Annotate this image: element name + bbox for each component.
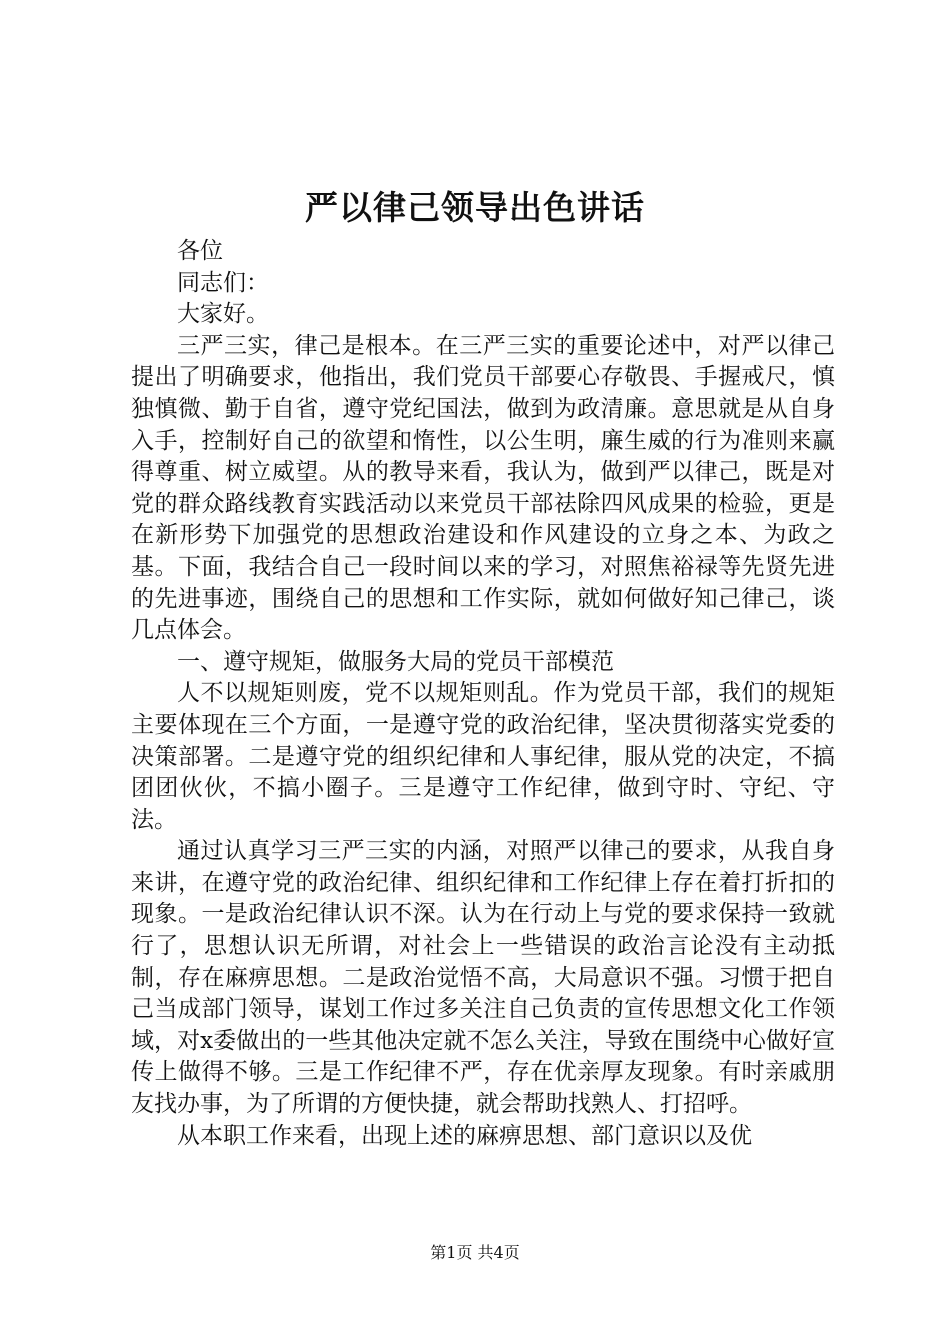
- body-paragraph: 通过认真学习三严三实的内涵，对照严以律己的要求，从我自身来讲，在遵守党的政治纪律、组织纪律和工作纪律上存在着打折扣的现象。一是政治纪律认识不深。认为在行动上与党的要求保持一致就行了，思想认识无所谓，对社会上一些错误的政治言论没有主动抵制，存在麻痹思想。二是政治觉悟不高，大局意识不强。习惯于把自己当成部门领导，谋划工作过多关注自己负责的宣传思想文化工作领域，对x委做出的一些其他决定就不怎么关注，导致在围绕中心做好宣传上做得不够。三是工作纪律不严，存在优亲厚友现象。有时亲戚朋友找办事，为了所谓的方便快捷，就会帮助找熟人、打招呼。: [131, 838, 835, 1118]
- body-paragraph: 从本职工作来看，出现上述的麻痹思想、部门意识以及优: [177, 1122, 752, 1149]
- greeting: 大家好。: [177, 301, 269, 328]
- body-paragraph: 人不以规矩则废，党不以规矩则乱。作为党员干部，我们的规矩主要体现在三个方面，一是遵守党的政治纪律，坚决贯彻落实党委的决策部署。二是遵守党的组织纪律和人事纪律，服从党的决定，不搞团团伙伙，不搞小圈子。三是遵守工作纪律，做到守时、守纪、守法。: [131, 680, 835, 833]
- document-body: [131, 236, 835, 1152]
- page-footer: 第1页 共4页: [430, 1243, 520, 1262]
- salutation-line-1: 各位: [177, 238, 223, 264]
- body-paragraph: 三严三实，律己是根本。在三严三实的重要论述中，对严以律己提出了明确要求，他指出，我们党员干部要心存敬畏、手握戒尺，慎独慎微、勤于自省，遵守党纪国法，做到为政清廉。意思就是从自身入手，控制好自己的欲望和惰性，以公生明，廉生威的行为准则来赢得尊重、树立威望。从的教导来看，我认为，做到严以律己，既是对党的群众路线教育实践活动以来党员干部祛除四风成果的检验，更是在新形势下加强党的思想政治建设和作风建设的立身之本、为政之基。下面，我结合自己一段时间以来的学习，对照焦裕禄等先贤先进的先进事迹，围绕自己的思想和工作实际，就如何做好知己律己，谈几点体会。: [131, 332, 835, 644]
- document-title: 严以律己领导出色讲话: [305, 188, 645, 227]
- salutation-line-2: 同志们：: [177, 269, 269, 296]
- section-heading: 一、遵守规矩，做服务大局的党员干部模范: [177, 648, 614, 675]
